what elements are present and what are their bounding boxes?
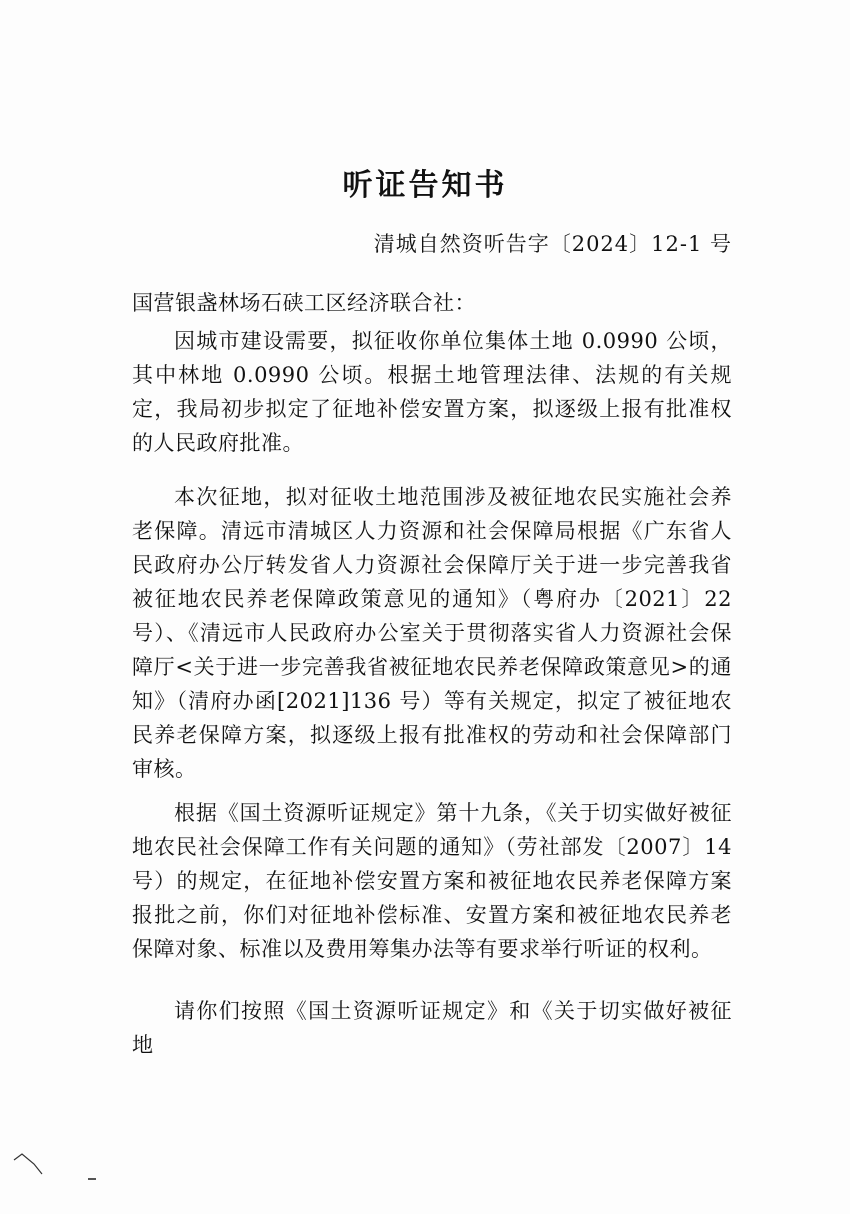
paragraph-text: 本次征地，拟对征收土地范围涉及被征地农民实施社会养老保障。清远市清城区人力资源和社会保障局根据《广东省人民政府办公厅转发省人力资源社会保障厅关于进一步完善我省被征地农民养老保障政策意见的通知》（粤府办〔2021〕22 号）、《清远市人民政府办公室关于贯彻落实省人力资源社会保障厅<关于进一步完善我省被征地农民养老保障政策意见>的通知》（清府办函[2021]136 号）等有关规定，拟定了被征地农民养老保障方案，拟逐级上报有批准权的劳动和社会保障部门审核。 [132, 485, 732, 781]
document-title: 听证告知书 [342, 168, 508, 203]
paragraph-1 [132, 324, 732, 460]
paragraph-text: 因城市建设需要，拟征收你单位集体土地 0.0990 公顷，其中林地 0.0990 公顷。根据土地管理法律、法规的有关规定，我局初步拟定了征地补偿安置方案，拟逐级上报有批准权的人民政府批准。 [132, 329, 732, 455]
paragraph-text: 请你们按照《国土资源听证规定》和《关于切实做好被征地 [132, 999, 732, 1057]
paragraph-2 [132, 480, 732, 786]
addressee: 国营银盏林场石硖工区经济联合社： [132, 291, 476, 315]
paragraph-text: 根据《国土资源听证规定》第十九条，《关于切实做好被征地农民社会保障工作有关问题的通知》（劳社部发〔2007〕14 号）的规定，在征地补偿安置方案和被征地农民养老保障方案报批之前，你们对征地补偿标准、安置方案和被征地农民养老保障对象、标准以及费用筹集办法等有要求举行听证的权利。 [132, 801, 732, 961]
scan-dash [88, 1178, 96, 1180]
paragraph-4 [132, 994, 732, 1062]
scan-mark-icon [12, 1148, 52, 1178]
document-number: 清城自然资听告字〔2024〕12-1 号 [373, 232, 732, 256]
paragraph-3 [132, 796, 732, 966]
